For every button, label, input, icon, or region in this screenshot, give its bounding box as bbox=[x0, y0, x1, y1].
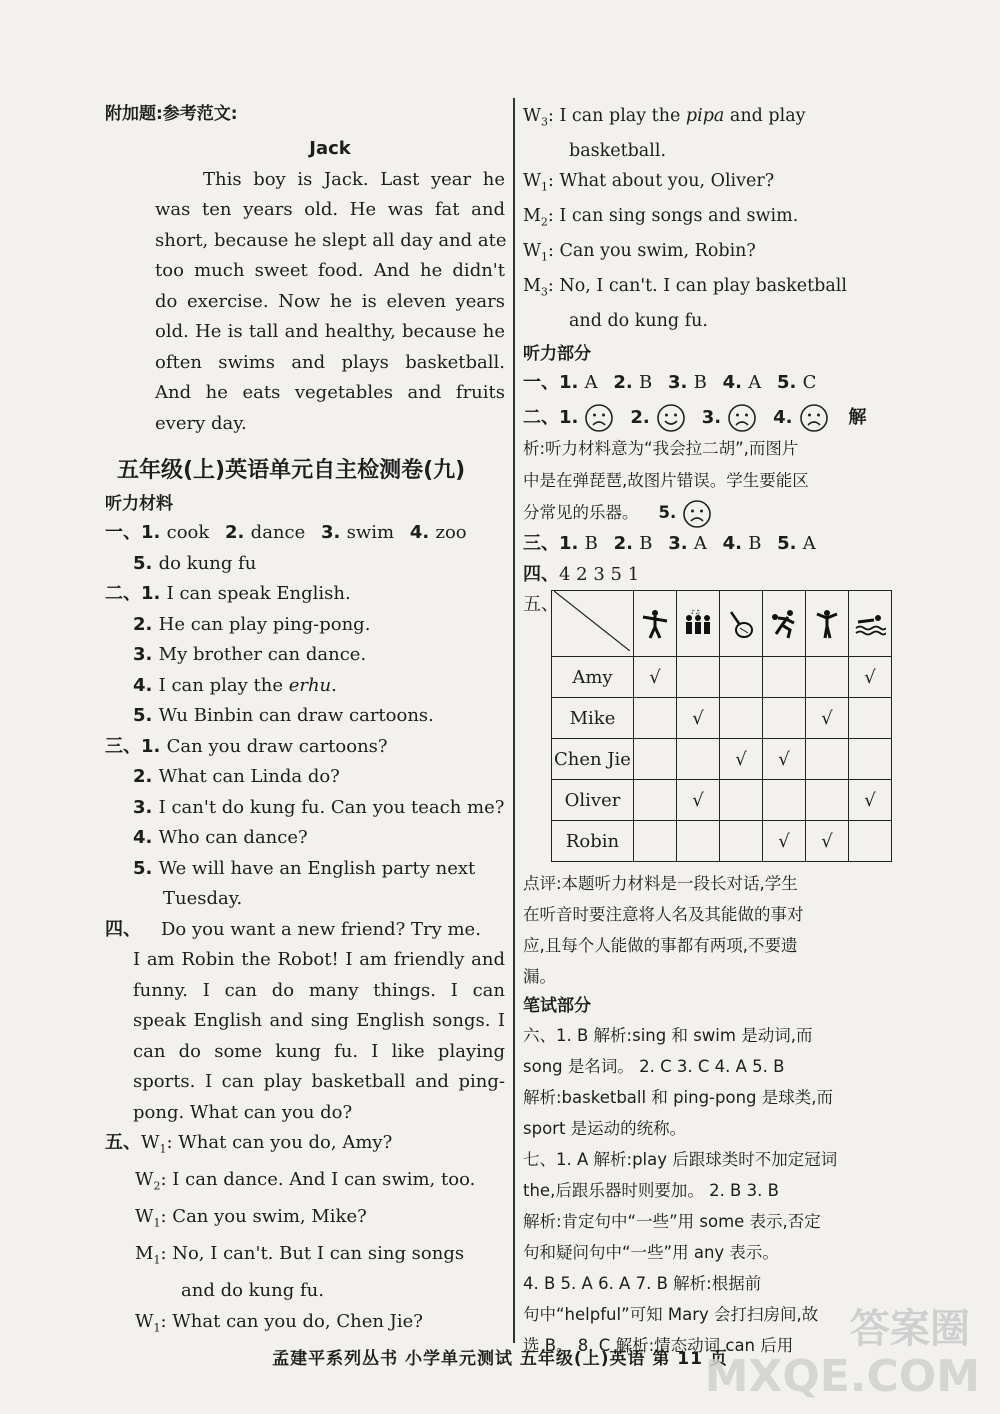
passage-text: Do you want a new friend? Try me. bbox=[161, 918, 481, 940]
speaker: $M_1$ bbox=[135, 1243, 161, 1267]
grid-header-cell bbox=[848, 591, 891, 657]
column-divider bbox=[513, 98, 515, 1343]
essay-body bbox=[105, 165, 505, 440]
grid-mark-cell bbox=[676, 821, 719, 862]
answer-value: B bbox=[584, 533, 604, 554]
item-number: 2. bbox=[133, 613, 159, 635]
dialogue-text: : I can play the bbox=[548, 106, 686, 126]
item-number: 5. bbox=[133, 705, 159, 726]
item-number: 2. bbox=[613, 372, 640, 393]
grid-mark-cell bbox=[805, 739, 848, 780]
grid-row bbox=[552, 698, 892, 739]
dialogue-line bbox=[523, 272, 923, 307]
item-text: My brother can dance. bbox=[158, 644, 367, 665]
dialogue-text: and do kung fu. bbox=[181, 1280, 324, 1302]
answer-value: B bbox=[639, 372, 658, 393]
grid-mark-cell: √ bbox=[805, 821, 848, 862]
section-1 bbox=[105, 518, 505, 579]
listening-part-heading: 听力部分 bbox=[523, 344, 591, 364]
sec1-line bbox=[105, 549, 505, 580]
item-text: zoo bbox=[435, 522, 467, 543]
dialogue-line bbox=[523, 137, 923, 167]
grid-name-cell: Oliver bbox=[552, 780, 634, 821]
analysis-line: 中是在弹琵琶,故图片错误。学生要能区 bbox=[523, 471, 809, 490]
grid-mark-cell bbox=[633, 821, 676, 862]
text-line: the,后跟乐器时则要加。 2. B 3. B bbox=[523, 1181, 779, 1200]
grid-mark-cell: √ bbox=[719, 739, 762, 780]
speaker: $M_3$ bbox=[523, 275, 548, 298]
text-line: 选 B。 8. C 解析:情态动词 can 后用 bbox=[523, 1336, 794, 1355]
grid-header-cell bbox=[805, 591, 848, 657]
essay-title: Jack bbox=[309, 138, 351, 159]
answer-value: A bbox=[802, 533, 816, 554]
grid-mark-cell bbox=[633, 698, 676, 739]
answer-value: C bbox=[802, 372, 817, 393]
dialogue-line bbox=[523, 202, 923, 237]
page-footer: 孟建平系列丛书 小学单元测试 五年级(上)英语 第 11 页 bbox=[272, 1349, 728, 1369]
list-item bbox=[105, 762, 505, 793]
text-line: song 是名词。 2. C 3. C 4. A 5. B bbox=[523, 1057, 785, 1076]
text-line: 句中“helpful”可知 Mary 会打扫房间,故 bbox=[523, 1305, 819, 1324]
analysis-line: 析:听力材料意为“我会拉二胡”,而图片 bbox=[523, 439, 799, 458]
section-label: 一、 bbox=[105, 522, 141, 543]
text-line: sport 是运动的统称。 bbox=[523, 1119, 687, 1138]
item-text: cook bbox=[166, 522, 216, 543]
item-number: 1. bbox=[141, 735, 167, 757]
grid-mark-cell: √ bbox=[676, 780, 719, 821]
speaker-index: 2 bbox=[540, 215, 548, 228]
grid-mark-cell bbox=[633, 780, 676, 821]
item-text: Can you draw cartoons? bbox=[166, 735, 388, 757]
dialogue-text: : What can you do, Amy? bbox=[166, 1132, 393, 1153]
grid-mark-cell bbox=[762, 657, 805, 698]
item-number: 3. bbox=[701, 406, 722, 428]
essay-line: was ten years old. He was fat and bbox=[155, 199, 505, 220]
test-title: 五年级(上)英语单元自主检测卷(九) bbox=[117, 458, 466, 483]
item-text: What can Linda do? bbox=[158, 766, 340, 787]
left-column bbox=[105, 100, 505, 1344]
text-line: 句和疑问句中“一些”用 any 表示。 bbox=[523, 1243, 779, 1262]
item-number: 4. bbox=[133, 674, 159, 696]
speaker: $W_1$ bbox=[523, 240, 548, 263]
section-2 bbox=[105, 579, 505, 732]
listening-material-heading: 听力材料 bbox=[105, 494, 173, 514]
passage-line: funny. I can do many things. I can bbox=[133, 979, 505, 1001]
section-label: 三、 bbox=[523, 533, 559, 554]
speaker: $W_1$ bbox=[141, 1132, 167, 1156]
passage-line bbox=[105, 915, 505, 946]
text-line: 六、1. B 解析:sing 和 swim 是动词,而 bbox=[523, 1026, 813, 1045]
answer-section-5-label: 五、 bbox=[523, 594, 559, 615]
list-item bbox=[105, 884, 505, 915]
dialogue-text: and play bbox=[724, 106, 806, 126]
item-number: 1. bbox=[141, 522, 167, 543]
item-text: We will have an English party next bbox=[158, 857, 476, 879]
item-text: I can play the bbox=[158, 674, 289, 696]
list-item bbox=[105, 854, 505, 885]
section-5 bbox=[105, 1128, 505, 1344]
list-item bbox=[105, 701, 505, 732]
happy-face-icon bbox=[656, 403, 686, 433]
grid-mark-cell: √ bbox=[762, 821, 805, 862]
passage-line: I am Robin the Robot! I am friendly and bbox=[133, 949, 505, 970]
list-item bbox=[105, 610, 505, 641]
answer-value: A bbox=[584, 372, 604, 393]
text-line: 点评:本题听力材料是一段长对话,学生 bbox=[523, 874, 798, 893]
speaker-index: 1 bbox=[153, 1321, 161, 1335]
kung-fu-icon bbox=[639, 608, 671, 640]
item-number: 1. bbox=[559, 533, 585, 554]
text-line: 在听音时要注意将人名及其能做的事对 bbox=[523, 905, 804, 924]
grid-header-row bbox=[552, 591, 892, 657]
section-label: 四、 bbox=[523, 563, 559, 585]
speaker: $W_3$ bbox=[523, 106, 548, 129]
grid-row bbox=[552, 821, 892, 862]
item-number: 5. bbox=[133, 857, 159, 879]
item-number: 3. bbox=[133, 796, 159, 818]
grid-corner-cell bbox=[552, 591, 634, 657]
item-text: . bbox=[331, 674, 337, 696]
dialogue-text: : Can you swim, Robin? bbox=[548, 240, 756, 261]
section-label: 四、 bbox=[105, 918, 141, 940]
item-text: dance bbox=[250, 522, 311, 543]
grid-name-cell: Robin bbox=[552, 821, 634, 862]
dialogue-text: and do kung fu. bbox=[569, 310, 708, 331]
item-number: 1. bbox=[559, 372, 585, 393]
grid-mark-cell bbox=[848, 698, 891, 739]
essay-line: old. He is tall and healthy, because he bbox=[155, 321, 505, 342]
answer-value: B bbox=[693, 372, 713, 393]
speaker: $W_1$ bbox=[135, 1206, 161, 1230]
item-number: 3. bbox=[133, 644, 159, 665]
section-label: 二、 bbox=[523, 406, 559, 428]
grid-header-cell bbox=[719, 591, 762, 657]
sad-face-icon bbox=[682, 499, 712, 529]
answer-value: B bbox=[639, 533, 659, 554]
item-italic: erhu bbox=[288, 674, 332, 696]
bonus-heading: 附加题:参考范文: bbox=[105, 104, 238, 124]
item-text: He can play ping-pong. bbox=[158, 613, 371, 635]
speaker-index: 3 bbox=[541, 115, 548, 129]
grid-row bbox=[552, 739, 892, 780]
dialogue-line bbox=[105, 1276, 505, 1307]
grid-mark-cell: √ bbox=[762, 739, 805, 780]
grid-mark-cell bbox=[719, 698, 762, 739]
grid-row bbox=[552, 657, 892, 698]
grid-header-cell bbox=[633, 591, 676, 657]
dialogue-line bbox=[105, 1239, 505, 1276]
sad-face-icon bbox=[584, 403, 614, 433]
dialogue-text: : What about you, Oliver? bbox=[548, 170, 775, 191]
item-number: 2. bbox=[630, 406, 650, 428]
grid-mark-cell: √ bbox=[633, 657, 676, 698]
item-number: 2. bbox=[133, 766, 159, 787]
text-line: 漏。 bbox=[523, 967, 556, 986]
list-item bbox=[105, 793, 505, 824]
grid-header-cell bbox=[676, 591, 719, 657]
item-text: Tuesday. bbox=[163, 888, 243, 909]
singing-icon bbox=[682, 608, 714, 640]
grid-mark-cell bbox=[719, 780, 762, 821]
grid-mark-cell: √ bbox=[676, 698, 719, 739]
grid-header-cell bbox=[762, 591, 805, 657]
comment bbox=[523, 868, 923, 992]
grid-mark-cell bbox=[633, 739, 676, 780]
list-item bbox=[105, 640, 505, 671]
grid-name-cell: Chen Jie bbox=[552, 739, 634, 780]
speaker-index: 3 bbox=[540, 285, 548, 298]
grid-mark-cell: √ bbox=[848, 657, 891, 698]
answer-section-2 bbox=[523, 403, 923, 434]
basketball-icon bbox=[768, 608, 800, 640]
grid-row bbox=[552, 780, 892, 821]
dialogue-text: : No, I can't. But I can sing songs bbox=[160, 1243, 465, 1265]
dialogue-text: basketball. bbox=[569, 141, 667, 161]
item-number: 5. bbox=[133, 552, 159, 574]
written-part-heading: 笔试部分 bbox=[523, 996, 591, 1016]
dialogue-text: : No, I can't. I can play basketball bbox=[547, 275, 847, 296]
text-line: 七、1. A 解析:play 后跟球类时不加定冠词 bbox=[523, 1150, 838, 1169]
grid-mark-cell bbox=[805, 657, 848, 698]
passage-line: pong. What can you do? bbox=[133, 1101, 353, 1123]
svg-text:♪♫: ♪♫ bbox=[690, 608, 701, 616]
grid-mark-cell bbox=[719, 657, 762, 698]
item-number: 5. bbox=[776, 372, 803, 393]
dialogue-text: : I can sing songs and swim. bbox=[547, 205, 799, 226]
item-number: 3. bbox=[668, 533, 694, 554]
item-text: do kung fu bbox=[158, 552, 257, 574]
grid-mark-cell bbox=[762, 780, 805, 821]
item-number: 1. bbox=[559, 406, 579, 428]
item-number: 1. bbox=[141, 583, 167, 604]
analysis-line: 分常见的乐器。 5. bbox=[523, 497, 923, 529]
essay-line: often swims and plays basketball. bbox=[155, 351, 505, 373]
dialogue-line bbox=[523, 237, 923, 272]
dialogue-line bbox=[105, 1165, 505, 1202]
item-number: 3. bbox=[320, 522, 347, 543]
answer-section-2-analysis bbox=[523, 433, 923, 529]
speaker: $W_2$ bbox=[135, 1169, 161, 1193]
grid-name-cell: Amy bbox=[552, 657, 634, 698]
text-line: 解析:basketball 和 ping-pong 是球类,而 bbox=[523, 1088, 834, 1107]
answer-value: B bbox=[748, 533, 768, 554]
speaker-index: 1 bbox=[541, 250, 548, 263]
item-text: swim bbox=[346, 522, 400, 543]
essay-line: every day. bbox=[155, 412, 247, 434]
sec1-line bbox=[105, 518, 505, 549]
grid-mark-cell bbox=[762, 698, 805, 739]
answer-section-4 bbox=[523, 560, 923, 591]
speaker-index: 1 bbox=[153, 1253, 161, 1267]
answer-section-1 bbox=[523, 368, 923, 399]
grid-mark-cell bbox=[848, 739, 891, 780]
grid-mark-cell bbox=[676, 657, 719, 698]
dialogue-line bbox=[523, 307, 923, 337]
answer-value: A bbox=[693, 533, 713, 554]
text-line: 4. B 5. A 6. A 7. B 解析:根据前 bbox=[523, 1274, 762, 1293]
answer-section-3 bbox=[523, 529, 923, 560]
passage-line: sports. I can play basketball and ping- bbox=[133, 1071, 505, 1092]
item-number: 2. bbox=[613, 533, 640, 554]
text-line: 解析:肯定句中“一些”用 some 表示,否定 bbox=[523, 1212, 821, 1231]
dialogue-text: : Can you swim, Mike? bbox=[160, 1206, 367, 1228]
passage-line: can do some kung fu. I like playing bbox=[133, 1040, 505, 1062]
text-line: 应,且每个人能做的事都有两项,不要遗 bbox=[523, 936, 798, 955]
answer-section-5 bbox=[523, 590, 923, 862]
grid-mark-cell bbox=[848, 821, 891, 862]
diagonal-line bbox=[554, 591, 630, 651]
section-3 bbox=[105, 732, 505, 915]
dialogue-text: : What can you do, Chen Jie? bbox=[160, 1310, 423, 1332]
grid-mark-cell: √ bbox=[805, 698, 848, 739]
item-number: 5. bbox=[777, 533, 803, 554]
speaker-index: 1 bbox=[159, 1142, 167, 1156]
speaker-index: 2 bbox=[153, 1179, 161, 1193]
grid-mark-cell bbox=[719, 821, 762, 862]
dialogue-text: : I can dance. And I can swim, too. bbox=[160, 1169, 476, 1191]
section-label: 三、 bbox=[105, 735, 141, 757]
speaker: $W_1$ bbox=[135, 1310, 161, 1335]
item-number: 3. bbox=[667, 372, 694, 393]
list-item bbox=[105, 732, 505, 763]
grid-mark-cell bbox=[805, 780, 848, 821]
answer-value: 4 2 3 5 1 bbox=[559, 563, 640, 585]
item-number: 4. bbox=[722, 372, 749, 393]
dialogue-line bbox=[523, 102, 923, 137]
item-number: 4. bbox=[409, 522, 436, 543]
watermark-logo: 答案圈 bbox=[850, 1306, 970, 1352]
list-item bbox=[105, 579, 505, 610]
answer-value: A bbox=[748, 372, 767, 393]
swim-icon bbox=[854, 608, 886, 640]
dance-icon bbox=[811, 608, 843, 640]
dialogue-continued bbox=[523, 102, 923, 336]
speaker: $W_1$ bbox=[523, 170, 548, 193]
dialogue-line bbox=[105, 1307, 505, 1344]
section-label: 二、 bbox=[105, 583, 141, 604]
answer-section-6 bbox=[523, 1020, 923, 1144]
essay-line: do exercise. Now he is eleven years bbox=[155, 290, 505, 312]
pipa-icon bbox=[725, 608, 757, 640]
sad-face-icon bbox=[799, 403, 829, 433]
section-4 bbox=[105, 915, 505, 1129]
section-label: 五、 bbox=[105, 1132, 141, 1153]
answer-grid bbox=[551, 590, 892, 862]
dialogue-italic: pipa bbox=[685, 106, 725, 126]
item-number: 4. bbox=[722, 533, 749, 554]
essay-line: too much sweet food. And he didn't bbox=[155, 260, 505, 281]
watermark: MXQE.COM bbox=[704, 1351, 980, 1402]
analysis-label: 解 bbox=[848, 406, 867, 428]
essay-line: This boy is Jack. Last year he bbox=[203, 168, 505, 190]
speaker: $M_2$ bbox=[523, 205, 548, 228]
item-number: 4. bbox=[133, 827, 159, 848]
dialogue-line bbox=[523, 167, 923, 202]
grid-mark-cell bbox=[676, 739, 719, 780]
item-text: I can't do kung fu. Can you teach me? bbox=[158, 796, 505, 818]
item-number: 4. bbox=[773, 406, 793, 428]
item-number: 2. bbox=[225, 522, 251, 543]
speaker-index: 1 bbox=[541, 180, 548, 193]
sad-face-icon bbox=[727, 403, 757, 433]
dialogue-line bbox=[105, 1202, 505, 1239]
passage-line: speak English and sing English songs. I bbox=[133, 1010, 505, 1031]
speaker-index: 1 bbox=[153, 1216, 161, 1230]
list-item bbox=[105, 823, 505, 854]
grid-mark-cell: √ bbox=[848, 780, 891, 821]
item-text: Wu Binbin can draw cartoons. bbox=[158, 705, 434, 726]
essay-line: And he eats vegetables and fruits bbox=[155, 382, 505, 403]
list-item bbox=[105, 671, 505, 702]
section-label: 一、 bbox=[523, 372, 559, 393]
essay-line: short, because he slept all day and ate bbox=[155, 229, 507, 251]
item-text: Who can dance? bbox=[158, 827, 308, 848]
item-text: I can speak English. bbox=[166, 583, 351, 604]
right-column bbox=[523, 102, 923, 1361]
item-number: 5. bbox=[658, 503, 677, 522]
dialogue-line bbox=[105, 1128, 505, 1165]
grid-name-cell: Mike bbox=[552, 698, 634, 739]
